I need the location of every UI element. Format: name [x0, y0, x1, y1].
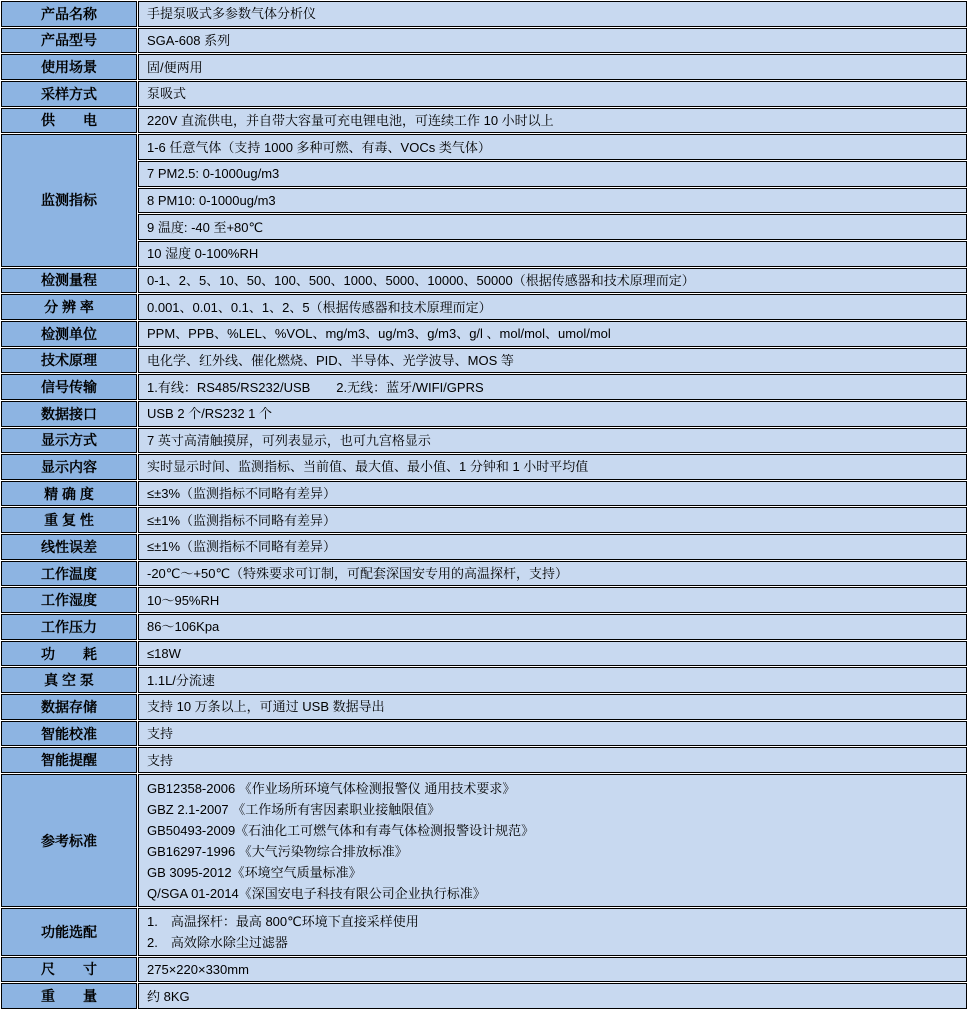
spec-row-label: 工作压力 — [1, 614, 137, 640]
spec-row-value — [138, 957, 967, 983]
spec-row — [1, 983, 967, 1009]
spec-value-line: USB 2 个/RS232 1 个 — [147, 406, 272, 422]
spec-row — [1, 294, 967, 320]
spec-value-line: 7 英寸高清触摸屏，可列表显示，也可九宫格显示 — [147, 432, 431, 448]
spec-value-line: 220V 直流供电，并自带大容量可充电锂电池，可连续工作 10 小时以上 — [147, 112, 554, 128]
spec-row-label: 采样方式 — [1, 81, 137, 107]
spec-row — [1, 667, 967, 693]
spec-value-line: 7 PM2.5: 0-1000ug/m3 — [147, 166, 280, 182]
spec-value-line: 约 8KG — [147, 988, 190, 1004]
spec-value-line: GB12358-2006 《作业场所环境气体检测报警仪 通用技术要求》 — [147, 780, 516, 796]
spec-value-line: ≤18W — [147, 646, 181, 662]
spec-row-value — [138, 747, 967, 773]
spec-row — [1, 1, 967, 27]
spec-row-value — [138, 694, 967, 720]
spec-row — [1, 134, 967, 160]
spec-row-label: 重 复 性 — [1, 507, 137, 533]
spec-row-label: 分 辨 率 — [1, 294, 137, 320]
spec-value-line: 8 PM10: 0-1000ug/m3 — [147, 192, 276, 208]
spec-value-line: 支持 — [147, 726, 174, 742]
spec-value-line: 实时显示时间、监测指标、当前值、最大值、最小值、1 分钟和 1 小时平均值 — [147, 459, 589, 475]
spec-row — [1, 321, 967, 347]
spec-row-value — [138, 28, 967, 54]
spec-value-line: 1.有线：RS485/RS232/USB 2.无线：蓝牙/WIFI/GPRS — [147, 379, 484, 395]
spec-row-label: 重 量 — [1, 983, 137, 1009]
spec-row — [1, 188, 967, 214]
spec-row-label: 工作湿度 — [1, 587, 137, 613]
spec-row-label: 产品名称 — [1, 1, 137, 27]
spec-row-label: 参考标准 — [1, 774, 137, 907]
spec-row — [1, 214, 967, 240]
spec-row-value — [138, 534, 967, 560]
spec-value-line: GB 3095-2012《环境空气质量标准》 — [147, 864, 362, 880]
spec-table-body — [1, 1, 967, 1009]
spec-row-value — [138, 108, 967, 134]
spec-row — [1, 957, 967, 983]
spec-row — [1, 454, 967, 480]
spec-row-value — [138, 134, 967, 160]
spec-row — [1, 401, 967, 427]
spec-value-line: ≤±3%（监测指标不同略有差异） — [147, 486, 337, 502]
spec-row-value — [138, 774, 967, 907]
spec-row-value — [138, 214, 967, 240]
spec-row-value — [138, 561, 967, 587]
spec-value-line: GBZ 2.1-2007 《工作场所有害因素职业接触限值》 — [147, 801, 441, 817]
spec-value-line: GB50493-2009《石油化工可燃气体和有毒气体检测报警设计规范》 — [147, 822, 535, 838]
spec-row-value — [138, 54, 967, 80]
spec-row-value — [138, 667, 967, 693]
spec-row — [1, 534, 967, 560]
spec-row-label: 精 确 度 — [1, 481, 137, 507]
spec-row — [1, 561, 967, 587]
spec-row-value — [138, 401, 967, 427]
spec-row-label: 检测单位 — [1, 321, 137, 347]
spec-row — [1, 641, 967, 667]
spec-value-line: PPM、PPB、%LEL、%VOL、mg/m3、ug/m3、g/m3、g/l 、mol/mol、umol/mol — [147, 326, 611, 342]
spec-value-line: 10 湿度 0-100%RH — [147, 246, 259, 262]
spec-row-label: 显示方式 — [1, 428, 137, 454]
spec-row-label: 数据存储 — [1, 694, 137, 720]
spec-value-line: 手提泵吸式多参数气体分析仪 — [147, 6, 317, 22]
spec-value-line: 1-6 任意气体（支持 1000 多种可燃、有毒、VOCs 类气体） — [147, 139, 491, 155]
spec-row — [1, 81, 967, 107]
spec-row-value — [138, 188, 967, 214]
spec-row-value — [138, 81, 967, 107]
spec-row-value — [138, 348, 967, 374]
spec-row-label: 显示内容 — [1, 454, 137, 480]
spec-row-value — [138, 241, 967, 267]
spec-row — [1, 374, 967, 400]
spec-value-line: Q/SGA 01-2014《深国安电子科技有限公司企业执行标准》 — [147, 885, 486, 901]
spec-row — [1, 481, 967, 507]
spec-value-line: 275×220×330mm — [147, 961, 249, 977]
spec-row — [1, 108, 967, 134]
spec-row-label: 产品型号 — [1, 28, 137, 54]
spec-value-line: 1. 高温探杆：最高 800℃环境下直接采样使用 — [147, 914, 419, 930]
spec-row-value — [138, 908, 967, 955]
spec-row-label: 信号传输 — [1, 374, 137, 400]
spec-row-value — [138, 587, 967, 613]
spec-row — [1, 908, 967, 955]
spec-row — [1, 241, 967, 267]
spec-row-value — [138, 614, 967, 640]
spec-row-value — [138, 641, 967, 667]
spec-row — [1, 774, 967, 907]
spec-row-value — [138, 321, 967, 347]
spec-row — [1, 28, 967, 54]
spec-row — [1, 161, 967, 187]
spec-row-value — [138, 374, 967, 400]
spec-row-label: 尺 寸 — [1, 957, 137, 983]
spec-row-value — [138, 1, 967, 27]
spec-row-value — [138, 268, 967, 294]
spec-row — [1, 507, 967, 533]
spec-row-value — [138, 428, 967, 454]
spec-row-label: 线性误差 — [1, 534, 137, 560]
spec-value-line: 固/便两用 — [147, 59, 203, 75]
spec-value-line: 10～95%RH — [147, 592, 220, 608]
spec-value-line: 1.1L/分流速 — [147, 672, 215, 688]
spec-row — [1, 614, 967, 640]
spec-row — [1, 54, 967, 80]
spec-value-line: ≤±1%（监测指标不同略有差异） — [147, 539, 337, 555]
spec-value-line: 9 温度: -40 至+80℃ — [147, 219, 264, 235]
spec-row — [1, 747, 967, 773]
spec-row-value — [138, 454, 967, 480]
spec-row-label: 智能校准 — [1, 721, 137, 747]
spec-row-value — [138, 161, 967, 187]
spec-row-value — [138, 481, 967, 507]
spec-row-value — [138, 721, 967, 747]
spec-row-value — [138, 294, 967, 320]
spec-row — [1, 348, 967, 374]
spec-row-label: 功 耗 — [1, 641, 137, 667]
spec-row — [1, 694, 967, 720]
spec-row-label: 使用场景 — [1, 54, 137, 80]
spec-value-line: GB16297-1996 《大气污染物综合排放标准》 — [147, 843, 408, 859]
spec-row-label: 检测量程 — [1, 268, 137, 294]
spec-value-line: 泵吸式 — [147, 86, 187, 102]
spec-value-line: 0-1、2、5、10、50、100、500、1000、5000、10000、50000（根据传感器和技术原理而定） — [147, 272, 695, 288]
spec-row — [1, 587, 967, 613]
spec-value-line: 86～106Kpa — [147, 619, 220, 635]
spec-row — [1, 428, 967, 454]
spec-row-label: 智能提醒 — [1, 747, 137, 773]
spec-row-label: 工作温度 — [1, 561, 137, 587]
spec-row — [1, 268, 967, 294]
spec-value-line: 电化学、红外线、催化燃烧、PID、半导体、光学波导、MOS 等 — [147, 352, 514, 368]
spec-value-line: 支持 — [147, 752, 174, 768]
spec-value-line: 2. 高效除水除尘过滤器 — [147, 935, 288, 951]
spec-row-value — [138, 983, 967, 1009]
spec-value-line: -20℃～+50℃（特殊要求可订制，可配套深国安专用的高温探杆，支持） — [147, 566, 569, 582]
spec-value-line: 0.001、0.01、0.1、1、2、5（根据传感器和技术原理而定） — [147, 299, 492, 315]
spec-row-value — [138, 507, 967, 533]
spec-row-label: 供 电 — [1, 108, 137, 134]
spec-row-label: 真 空 泵 — [1, 667, 137, 693]
spec-row-label: 数据接口 — [1, 401, 137, 427]
spec-row-label: 功能选配 — [1, 908, 137, 955]
spec-value-line: 支持 10 万条以上，可通过 USB 数据导出 — [147, 699, 385, 715]
spec-row-label: 技术原理 — [1, 348, 137, 374]
spec-value-line: ≤±1%（监测指标不同略有差异） — [147, 512, 337, 528]
spec-row — [1, 721, 967, 747]
spec-row-label: 监测指标 — [1, 134, 137, 266]
spec-value-line: SGA-608 系列 — [147, 32, 231, 48]
